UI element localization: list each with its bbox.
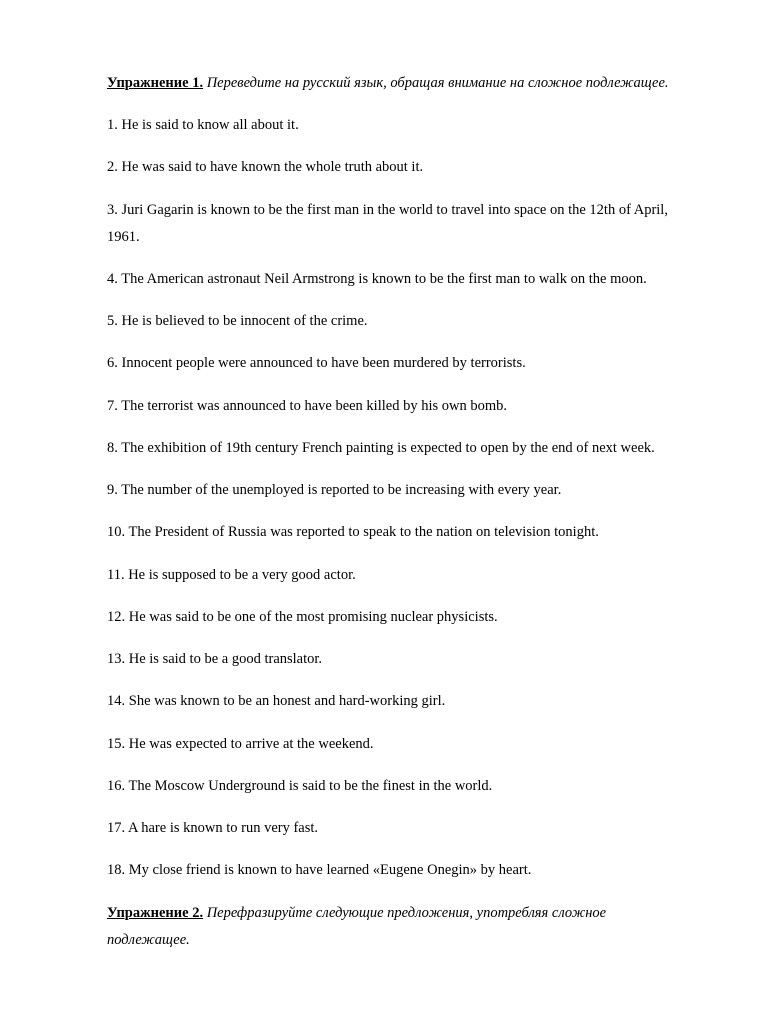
exercise-item: 3. Juri Gagarin is known to be the first man in the world to travel into space on the 12th of April,: [107, 202, 668, 218]
exercise2-heading: [107, 904, 606, 922]
exercise2-instruction: Перефразируйте следующие предложения, употребляя сложное: [206, 905, 607, 921]
exercise-item: 16. The Moscow Underground is said to be the finest in the world.: [107, 778, 493, 794]
exercise-item: 18. My close friend is known to have learned «Eugene Onegin» by heart.: [107, 862, 532, 878]
exercise-item: 11. He is supposed to be a very good actor.: [107, 567, 356, 583]
exercise-item-continuation: 1961.: [107, 229, 140, 245]
exercise-item: 10. The President of Russia was reported to speak to the nation on television tonight.: [107, 524, 599, 540]
exercise-item: 8. The exhibition of 19th century French painting is expected to open by the end of next week.: [107, 440, 655, 456]
exercise-item: 13. He is said to be a good translator.: [107, 651, 323, 667]
exercise-item: 14. She was known to be an honest and hard-working girl.: [107, 693, 446, 709]
exercise2-instruction-continuation: подлежащее.: [107, 932, 190, 948]
exercise-item: 5. He is believed to be innocent of the crime.: [107, 313, 368, 329]
exercise-item: 2. He was said to have known the whole truth about it.: [107, 159, 424, 175]
exercise-item: 17. A hare is known to run very fast.: [107, 820, 319, 836]
exercise-item: 1. He is said to know all about it.: [107, 117, 299, 133]
exercise1-instruction: Переведите на русский язык, обращая внимание на сложное подлежащее.: [206, 75, 669, 91]
exercise1-heading: [107, 74, 669, 92]
exercise-item: 7. The terrorist was announced to have been killed by his own bomb.: [107, 398, 508, 414]
exercise2-label: Упражнение 2.: [107, 905, 204, 921]
exercise-item: 15. He was expected to arrive at the weekend.: [107, 736, 374, 752]
exercise-item: 4. The American astronaut Neil Armstrong is known to be the first man to walk on the moon.: [107, 271, 647, 287]
exercise-item: 9. The number of the unemployed is reported to be increasing with every year.: [107, 482, 562, 498]
exercise1-label: Упражнение 1.: [107, 75, 204, 91]
exercise-item: 12. He was said to be one of the most promising nuclear physicists.: [107, 609, 498, 625]
exercise-item: 6. Innocent people were announced to have been murdered by terrorists.: [107, 355, 526, 371]
